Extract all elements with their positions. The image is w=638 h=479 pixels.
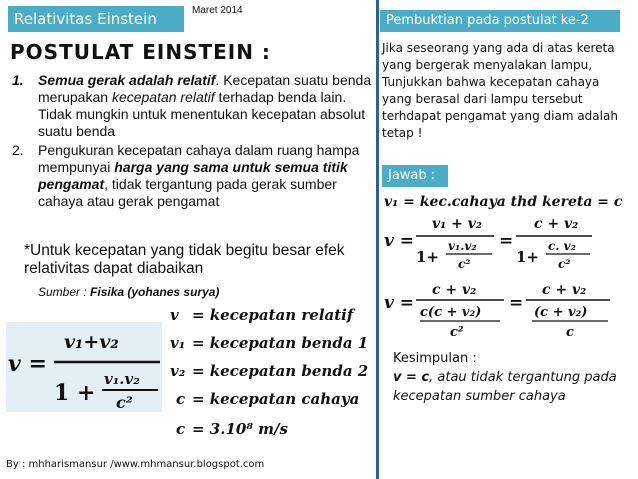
svg-text:v =: v = xyxy=(384,293,415,313)
note-text: *Untuk kecepatan yang tidak begitu besar efek relativitas dapat diabaikan xyxy=(24,242,345,277)
footer-credit: By : mhharismansur /www.mhmansur.blogspot.com xyxy=(6,459,265,470)
svg-text:c: c xyxy=(566,325,574,340)
problem-statement: Jika seseorang yang ada di atas kereta yang bergerak menyalakan lampu, Tunjukkan bahwa kecepatan cahaya yang berasal dari lampu tersebut terhdapat pengamat yang diam adalah tetap ! xyxy=(382,41,618,140)
postulate-item-1 xyxy=(12,72,372,140)
svg-text:v₁.v₂: v₁.v₂ xyxy=(448,239,477,253)
legend-definition: = kecepatan benda 1 xyxy=(192,334,369,352)
svg-text:c²: c² xyxy=(450,325,464,340)
source-citation: Sumber : Fisika (yohanes surya) xyxy=(38,285,220,299)
page-heading: POSTULAT EINSTEIN : xyxy=(10,40,271,64)
legend-definition: = kecepatan cahaya xyxy=(192,390,360,408)
equation-1: v₁ = kec.cahaya thd kereta = c xyxy=(384,194,623,210)
proof-title-badge: Pembuktian pada postulat ke-2 xyxy=(380,10,620,32)
equation-2 xyxy=(384,216,592,271)
legend-symbol: v₂ xyxy=(170,362,186,380)
svg-text:=: = xyxy=(509,293,524,313)
postulate-number: 1. xyxy=(12,72,24,88)
svg-text:1+: 1+ xyxy=(416,248,440,266)
svg-text:c²: c² xyxy=(458,257,471,271)
svg-text:c(c + v₂): c(c + v₂) xyxy=(420,305,482,320)
legend-definition: = kecepatan benda 2 xyxy=(192,362,369,380)
svg-text:1+: 1+ xyxy=(516,248,540,266)
legend-definition: = 3.10⁸ m/s xyxy=(192,420,288,438)
legend-symbol: v xyxy=(170,306,179,324)
symbol-legend xyxy=(170,304,370,449)
svg-text:c + v₂: c + v₂ xyxy=(534,216,579,232)
svg-text:c²: c² xyxy=(116,393,133,412)
legend-definition: = kecepatan relatif xyxy=(192,306,354,324)
column-divider xyxy=(376,0,379,479)
svg-text:v₁ + v₂: v₁ + v₂ xyxy=(432,216,483,232)
svg-text:v₁+v₂: v₁+v₂ xyxy=(64,331,119,353)
legend-symbol: v₁ xyxy=(170,334,186,352)
postulate-list xyxy=(12,72,372,212)
title-badge: Relativitas Einstein xyxy=(8,6,184,32)
svg-text:(c + v₂): (c + v₂) xyxy=(534,305,588,320)
svg-text:v =: v = xyxy=(384,231,415,251)
svg-text:c + v₂: c + v₂ xyxy=(432,282,477,298)
svg-text:v₁.v₂: v₁.v₂ xyxy=(104,370,140,388)
answer-badge: Jawab : xyxy=(382,165,448,187)
svg-text:=: = xyxy=(499,231,514,251)
proof-equations xyxy=(382,190,632,348)
legend-equations xyxy=(170,304,370,444)
postulate-number: 2. xyxy=(12,142,24,158)
equation-3 xyxy=(384,282,610,340)
postulate-text: Semua gerak adalah relatif. Kecepatan suatu benda merupakan kecepatan relatif terhadap benda lain. Tidak mungkin untuk menentukan kecepatan absolut suatu benda xyxy=(38,72,372,139)
conclusion xyxy=(393,349,633,406)
conclusion-text: v = c, atau tidak tergantung pada kecepatan sumber cahaya xyxy=(393,370,617,404)
legend-symbol: c xyxy=(176,420,186,438)
conclusion-label: Kesimpulan : xyxy=(393,351,477,366)
svg-text:1 +: 1 + xyxy=(54,380,96,406)
postulate-text: Pengukuran kecepatan cahaya dalam ruang hampa mempunyai harga yang sama untuk semua titik pengamat, tidak tergantung pada gerak sumber cahaya atau gerak pengamat xyxy=(38,142,360,209)
postulate-item-2 xyxy=(12,142,372,210)
date-label: Maret 2014 xyxy=(192,5,243,16)
velocity-addition-formula xyxy=(6,322,162,412)
svg-text:c. v₂: c. v₂ xyxy=(548,239,576,253)
legend-symbol: c xyxy=(176,390,186,408)
svg-text:c²: c² xyxy=(558,257,571,271)
svg-text:v =: v = xyxy=(8,351,47,377)
svg-text:c + v₂: c + v₂ xyxy=(542,282,587,298)
